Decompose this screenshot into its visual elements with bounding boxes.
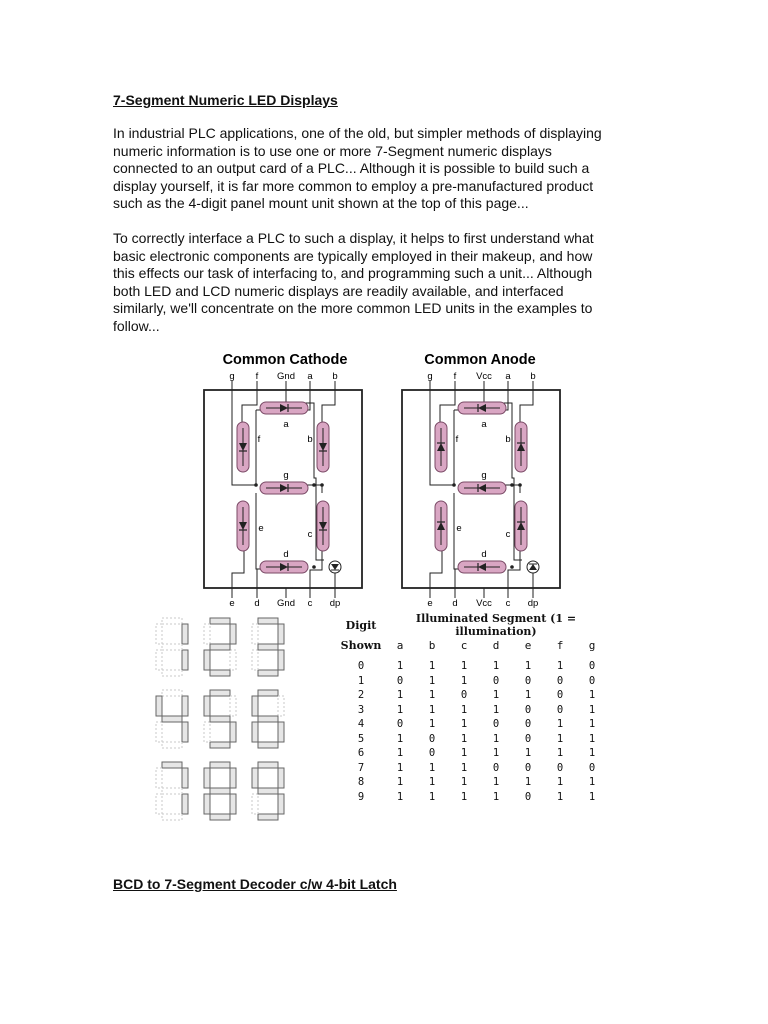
table-header-illuminated-segment: Illuminated Segment (1 = illumination)	[415, 612, 577, 638]
table-cell-value: 1	[460, 703, 468, 716]
table-cell-value: 1	[492, 660, 500, 673]
paragraph-line: display yourself, it is far more common to employ a pre-manufactured product	[113, 177, 594, 194]
top-pin-label: a	[505, 371, 511, 382]
paragraph-line: numeric information is to use one or more 7-Segment numeric displays	[113, 142, 552, 159]
table-cell-value: 1	[492, 747, 500, 760]
table-cell-digit: 8	[357, 776, 365, 789]
bottom-pin-label: Vcc	[476, 598, 492, 609]
table-cell-value: 1	[460, 747, 468, 760]
table-cell-digit: 0	[357, 660, 365, 673]
table-cell-value: 1	[556, 747, 564, 760]
table-cell-value: 1	[396, 747, 404, 760]
table-row	[338, 775, 608, 790]
bottom-pin-label: c	[307, 598, 313, 609]
table-cell-value: 1	[428, 703, 436, 716]
paragraph-line: connected to an output card of a PLC... Although it is possible to build such a	[113, 160, 590, 176]
table-row	[338, 674, 608, 689]
table-cell-value: 1	[460, 790, 468, 803]
table-cell-value: 0	[492, 761, 500, 774]
illustrated-digit-5	[204, 690, 236, 748]
table-cell-value: 1	[396, 703, 404, 716]
table-cell-value: 1	[460, 776, 468, 789]
table-cell-value: 1	[556, 776, 564, 789]
paragraph-line: similarly, we'll concentrate on the more common LED units in the examples to	[113, 300, 593, 316]
table-cell-digit: 5	[357, 732, 365, 745]
paragraph-line: basic electronic components are typically employed in their makeup, and how	[113, 247, 593, 264]
segment-label-e: e	[456, 523, 462, 534]
table-header-segment-g: g	[588, 639, 596, 652]
table-cell-value: 0	[556, 674, 564, 687]
table-cell-digit: 4	[357, 718, 365, 731]
table-cell-digit: 6	[357, 747, 365, 760]
paragraph-line: In industrial PLC applications, one of the old, but simpler methods of displaying	[113, 125, 602, 141]
table-cell-value: 1	[428, 718, 436, 731]
table-header-segment-e: e	[524, 639, 532, 652]
table-row	[338, 703, 608, 718]
illustrated-digit-1	[156, 618, 188, 676]
table-cell-value: 1	[588, 776, 596, 789]
table-cell-value: 1	[588, 732, 596, 745]
table-header-shown: Shown	[340, 639, 382, 652]
table-cell-value: 0	[492, 718, 500, 731]
top-pin-label: b	[530, 371, 536, 382]
segment-label-e: e	[258, 523, 264, 534]
table-row	[338, 732, 608, 747]
illustrated-digit-2	[204, 618, 236, 676]
segment-digit-illustration	[150, 612, 300, 822]
table-cell-value: 1	[524, 660, 532, 673]
table-cell-value: 1	[588, 747, 596, 760]
table-row	[338, 659, 608, 674]
paragraph-line: both LED and LCD numeric displays are readily available, and interfaced	[113, 282, 564, 299]
paragraph-line: such as the 4-digit panel mount unit shown at the top of this page...	[113, 195, 529, 211]
common-anode-title: Common Anode	[424, 352, 536, 368]
table-cell-value: 1	[460, 718, 468, 731]
table-cell-value: 1	[460, 674, 468, 687]
illustrated-digit-6	[252, 690, 284, 748]
segment-label-a: a	[283, 419, 289, 430]
table-cell-value: 1	[492, 776, 500, 789]
top-pin-label: Vcc	[476, 371, 492, 382]
top-pin-label: Gnd	[277, 371, 295, 382]
segment-label-a: a	[481, 419, 487, 430]
table-cell-value: 0	[588, 674, 596, 687]
top-pin-label: g	[427, 371, 433, 382]
segment-truth-table	[338, 612, 608, 804]
table-cell-value: 1	[524, 747, 532, 760]
table-cell-value: 1	[588, 689, 596, 702]
table-cell-value: 1	[492, 732, 500, 745]
table-header-segment-a: a	[396, 639, 404, 652]
segment-label-d: d	[283, 549, 289, 560]
table-cell-value: 0	[556, 703, 564, 716]
segment-label-g: g	[481, 470, 487, 481]
table-cell-value: 0	[428, 732, 436, 745]
table-cell-digit: 9	[357, 790, 365, 803]
table-cell-value: 0	[524, 732, 532, 745]
table-row	[338, 790, 608, 805]
paragraph-line: this effects our task of interfacing to, and programming such a unit... Although	[113, 265, 593, 281]
table-cell-value: 1	[492, 689, 500, 702]
seven-segment-wiring-diagrams	[190, 345, 580, 610]
table-cell-value: 1	[556, 660, 564, 673]
top-pin-label: b	[332, 371, 338, 382]
table-cell-value: 1	[396, 732, 404, 745]
table-cell-value: 1	[396, 776, 404, 789]
table-header-digit: Digit	[345, 618, 377, 632]
illustrated-digit-4	[156, 690, 188, 748]
table-cell-value: 1	[460, 761, 468, 774]
table-row	[338, 717, 608, 732]
table-cell-value: 1	[428, 674, 436, 687]
top-pin-label: f	[255, 371, 259, 382]
segment-label-c: c	[505, 529, 511, 540]
paragraph-line: To correctly interface a PLC to such a display, it helps to first understand what	[113, 230, 594, 246]
table-cell-value: 0	[524, 790, 532, 803]
table-row	[338, 688, 608, 703]
table-cell-value: 0	[492, 674, 500, 687]
bottom-pin-label: e	[427, 598, 433, 609]
illustrated-digit-7	[156, 762, 188, 820]
table-cell-value: 1	[492, 790, 500, 803]
bottom-pin-label: d	[452, 598, 458, 609]
bottom-pin-label: dp	[329, 598, 341, 609]
segment-label-g: g	[283, 470, 289, 481]
table-cell-value: 0	[524, 761, 532, 774]
table-cell-value: 0	[556, 689, 564, 702]
table-cell-value: 0	[396, 718, 404, 731]
top-pin-label: a	[307, 371, 313, 382]
segment-label-f: f	[455, 434, 459, 445]
top-pin-label: g	[229, 371, 235, 382]
table-cell-value: 0	[460, 689, 468, 702]
common-cathode-title: Common Cathode	[222, 352, 348, 368]
segment-label-b: b	[505, 434, 511, 445]
section-heading-bcd-decoder: BCD to 7-Segment Decoder c/w 4-bit Latch	[113, 876, 397, 892]
table-cell-value: 1	[588, 790, 596, 803]
table-cell-value: 1	[396, 660, 404, 673]
table-header-segment-f: f	[556, 639, 564, 652]
paragraph-line: follow...	[113, 317, 160, 334]
illustrated-digit-9	[252, 762, 284, 820]
table-cell-value: 1	[556, 732, 564, 745]
table-cell-value: 0	[428, 747, 436, 760]
table-cell-value: 1	[428, 761, 436, 774]
table-cell-value: 1	[396, 790, 404, 803]
section-heading-7-segment: 7-Segment Numeric LED Displays	[113, 92, 338, 108]
table-cell-value: 1	[396, 689, 404, 702]
table-cell-value: 0	[588, 660, 596, 673]
table-row	[338, 746, 608, 761]
intro-paragraph	[113, 125, 653, 213]
top-pin-label: f	[453, 371, 457, 382]
table-cell-value: 1	[396, 761, 404, 774]
segment-label-c: c	[307, 529, 313, 540]
table-cell-digit: 7	[357, 761, 365, 774]
table-cell-value: 1	[588, 703, 596, 716]
table-cell-value: 1	[428, 689, 436, 702]
table-cell-digit: 1	[357, 674, 365, 687]
table-row	[338, 761, 608, 776]
illustrated-digit-8	[204, 762, 236, 820]
table-cell-value: 0	[524, 674, 532, 687]
table-cell-value: 0	[524, 718, 532, 731]
table-cell-value: 1	[588, 718, 596, 731]
table-cell-value: 0	[588, 761, 596, 774]
table-cell-value: 1	[524, 776, 532, 789]
bottom-pin-label: c	[505, 598, 511, 609]
table-header-segment-d: d	[492, 639, 500, 652]
segment-label-b: b	[307, 434, 313, 445]
table-cell-digit: 3	[357, 703, 365, 716]
table-cell-value: 1	[428, 790, 436, 803]
table-cell-value: 1	[524, 689, 532, 702]
bottom-pin-label: d	[254, 598, 260, 609]
segment-label-d: d	[481, 549, 487, 560]
bottom-pin-label: dp	[527, 598, 539, 609]
table-cell-value: 1	[428, 660, 436, 673]
illustrated-digit-3	[252, 618, 284, 676]
table-cell-value: 1	[460, 660, 468, 673]
interface-paragraph	[113, 230, 653, 335]
table-cell-value: 1	[492, 703, 500, 716]
bottom-pin-label: Gnd	[277, 598, 295, 609]
segment-label-f: f	[257, 434, 261, 445]
table-header-segment-b: b	[428, 639, 436, 652]
table-cell-value: 1	[556, 718, 564, 731]
table-cell-value: 0	[524, 703, 532, 716]
table-cell-value: 1	[428, 776, 436, 789]
table-cell-value: 1	[460, 732, 468, 745]
table-cell-value: 1	[556, 790, 564, 803]
table-cell-value: 0	[556, 761, 564, 774]
table-header-segment-c: c	[460, 639, 468, 652]
bottom-pin-label: e	[229, 598, 235, 609]
table-cell-value: 0	[396, 674, 404, 687]
table-cell-digit: 2	[357, 689, 365, 702]
